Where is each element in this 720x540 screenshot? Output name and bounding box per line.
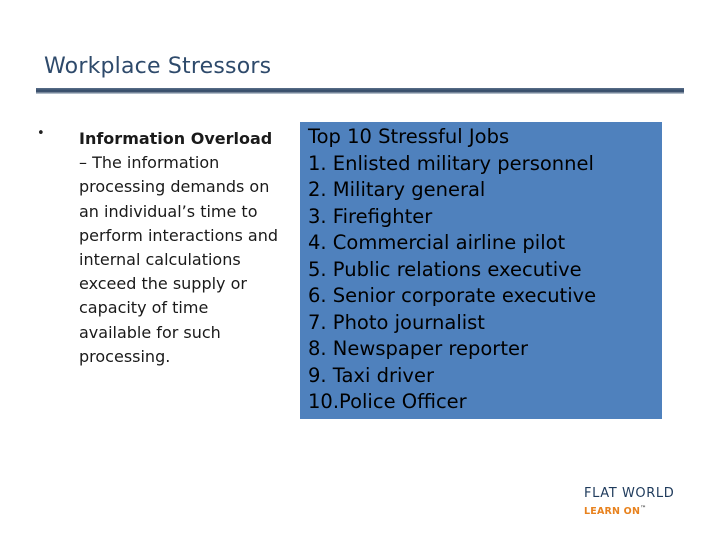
stressful-jobs-box — [300, 122, 662, 419]
jobs-item: 8. Newspaper reporter — [308, 337, 528, 360]
bullet-paragraph — [79, 127, 284, 369]
jobs-item: 6. Senior corporate executive — [308, 284, 597, 307]
logo-line-2: LEARN ON — [584, 506, 641, 518]
jobs-item: 4. Commercial airline pilot — [308, 231, 566, 254]
jobs-item: 10.Police Officer — [308, 390, 467, 413]
flat-world-logo — [584, 486, 694, 520]
logo-line-1: FLAT WORLD — [584, 486, 675, 501]
jobs-item: 1. Enlisted military personnel — [308, 151, 594, 175]
jobs-item: 7. Photo journalist — [308, 310, 485, 334]
jobs-item: 5. Public relations executive — [308, 257, 582, 281]
jobs-item: 9. Taxi driver — [308, 363, 434, 387]
jobs-item: 2. Military general — [308, 178, 486, 201]
jobs-title: Top 10 Stressful Jobs — [308, 125, 510, 148]
bullet-heading: Information Overload — [79, 129, 273, 148]
slide-title: Workplace Stressors — [44, 54, 272, 79]
title-underline — [36, 88, 684, 94]
bullet-body: – The information processing demands on an individual’s time to perform interactions and internal calculations exceed the supply or capacity of time available for such processing. — [79, 153, 279, 366]
logo-trademark: ™ — [640, 505, 647, 512]
jobs-item: 3. Firefighter — [308, 204, 433, 228]
bullet-marker: • — [37, 126, 45, 141]
